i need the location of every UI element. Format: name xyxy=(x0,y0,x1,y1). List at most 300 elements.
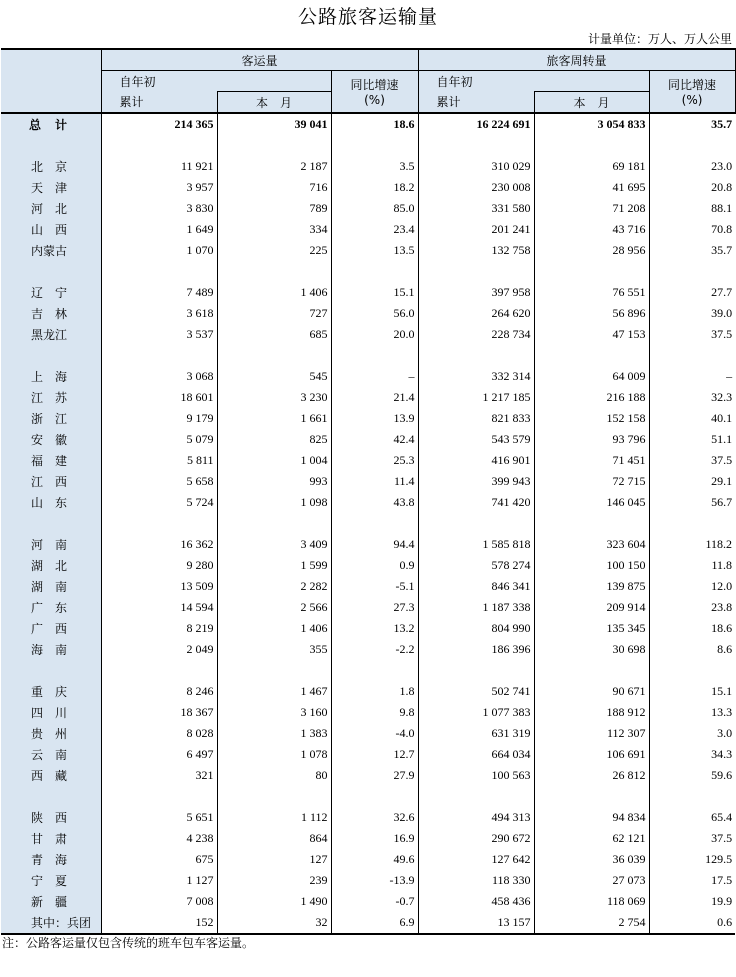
cell-volume-month: 1 490 xyxy=(217,891,331,912)
cell-volume-ytd: 5 079 xyxy=(101,429,217,450)
table-row xyxy=(1,177,735,198)
table-row xyxy=(1,744,735,765)
cell-turnover-month: 69 181 xyxy=(534,156,649,177)
cell-volume-ytd: 4 238 xyxy=(101,828,217,849)
cell-turnover-month: 27 073 xyxy=(534,870,649,891)
cell-turnover-month: 188 912 xyxy=(534,702,649,723)
cell-volume-yoy: 6.9 xyxy=(331,912,418,934)
header-corner xyxy=(1,49,101,113)
cell-turnover-ytd: 331 580 xyxy=(418,198,534,219)
cell-turnover-ytd: 228 734 xyxy=(418,324,534,345)
row-label-empty xyxy=(1,513,101,534)
header-ytd-bottom-2: 累计 xyxy=(418,92,534,114)
cell-turnover-ytd: 100 563 xyxy=(418,765,534,786)
cell-volume-yoy: 32.6 xyxy=(331,807,418,828)
cell-volume-ytd: 321 xyxy=(101,765,217,786)
cell-turnover-month: 94 834 xyxy=(534,807,649,828)
cell-turnover-yoy: 40.1 xyxy=(649,408,735,429)
table-row xyxy=(1,807,735,828)
cell-empty xyxy=(649,345,735,366)
cell-empty xyxy=(101,513,217,534)
cell-turnover-ytd: 502 741 xyxy=(418,681,534,702)
cell-turnover-ytd: 1 585 818 xyxy=(418,534,534,555)
cell-turnover-yoy: 8.6 xyxy=(649,639,735,660)
cell-turnover-ytd: 310 029 xyxy=(418,156,534,177)
cell-volume-month: 1 112 xyxy=(217,807,331,828)
cell-empty xyxy=(649,786,735,807)
cell-volume-ytd: 7 489 xyxy=(101,282,217,303)
row-label: 海 南 xyxy=(1,639,101,660)
cell-turnover-month: 90 671 xyxy=(534,681,649,702)
cell-volume-ytd: 5 658 xyxy=(101,471,217,492)
table-spacer-row xyxy=(1,135,735,156)
cell-volume-yoy: 12.7 xyxy=(331,744,418,765)
header-yoy-1-top: 同比增速 xyxy=(350,78,399,92)
cell-empty xyxy=(331,660,418,681)
cell-empty xyxy=(534,261,649,282)
cell-volume-month: 1 004 xyxy=(217,450,331,471)
cell-volume-ytd: 3 957 xyxy=(101,177,217,198)
cell-turnover-month: 93 796 xyxy=(534,429,649,450)
cell-volume-month: 1 406 xyxy=(217,282,331,303)
cell-turnover-ytd: 127 642 xyxy=(418,849,534,870)
cell-volume-ytd: 152 xyxy=(101,912,217,934)
table-row xyxy=(1,534,735,555)
cell-turnover-yoy: 19.9 xyxy=(649,891,735,912)
cell-turnover-ytd: 132 758 xyxy=(418,240,534,261)
cell-turnover-month: 26 812 xyxy=(534,765,649,786)
cell-turnover-yoy: 27.7 xyxy=(649,282,735,303)
cell-turnover-month: 106 691 xyxy=(534,744,649,765)
cell-turnover-ytd: 846 341 xyxy=(418,576,534,597)
cell-turnover-ytd: 416 901 xyxy=(418,450,534,471)
cell-volume-month: 2 282 xyxy=(217,576,331,597)
cell-turnover-ytd: 664 034 xyxy=(418,744,534,765)
row-label: 上 海 xyxy=(1,366,101,387)
cell-turnover-month: 100 150 xyxy=(534,555,649,576)
header-yoy-1 xyxy=(331,71,418,114)
table-row xyxy=(1,891,735,912)
cell-turnover-month: 41 695 xyxy=(534,177,649,198)
row-label: 浙 江 xyxy=(1,408,101,429)
cell-volume-yoy: 13.5 xyxy=(331,240,418,261)
cell-empty xyxy=(418,513,534,534)
header-ytd-top-1: 自年初 xyxy=(101,71,331,92)
cell-volume-yoy: 94.4 xyxy=(331,534,418,555)
cell-volume-ytd: 9 280 xyxy=(101,555,217,576)
cell-turnover-yoy: 32.3 xyxy=(649,387,735,408)
header-month-2: 本 月 xyxy=(534,92,649,114)
cell-turnover-yoy: 37.5 xyxy=(649,324,735,345)
row-label: 广 西 xyxy=(1,618,101,639)
cell-volume-month: 3 230 xyxy=(217,387,331,408)
cell-volume-yoy: 11.4 xyxy=(331,471,418,492)
cell-empty xyxy=(217,786,331,807)
cell-empty xyxy=(418,345,534,366)
cell-turnover-ytd: 13 157 xyxy=(418,912,534,934)
cell-turnover-month: 323 604 xyxy=(534,534,649,555)
cell-volume-yoy: 27.3 xyxy=(331,597,418,618)
row-label: 内蒙古 xyxy=(1,240,101,261)
cell-volume-month: 39 041 xyxy=(217,113,331,135)
cell-volume-ytd: 18 601 xyxy=(101,387,217,408)
cell-turnover-month: 112 307 xyxy=(534,723,649,744)
cell-volume-yoy: 85.0 xyxy=(331,198,418,219)
cell-empty xyxy=(418,261,534,282)
table-row xyxy=(1,198,735,219)
cell-volume-month: 864 xyxy=(217,828,331,849)
row-label: 贵 州 xyxy=(1,723,101,744)
cell-turnover-month: 2 754 xyxy=(534,912,649,934)
cell-turnover-yoy: 56.7 xyxy=(649,492,735,513)
cell-turnover-yoy: 3.0 xyxy=(649,723,735,744)
cell-volume-ytd: 3 068 xyxy=(101,366,217,387)
cell-volume-ytd: 13 509 xyxy=(101,576,217,597)
cell-volume-month: 716 xyxy=(217,177,331,198)
cell-volume-ytd: 3 537 xyxy=(101,324,217,345)
header-yoy-1-bottom: (%) xyxy=(364,93,385,107)
row-label: 江 苏 xyxy=(1,387,101,408)
cell-empty xyxy=(217,513,331,534)
table-row xyxy=(1,303,735,324)
cell-empty xyxy=(217,261,331,282)
cell-volume-ytd: 1 070 xyxy=(101,240,217,261)
cell-turnover-ytd: 118 330 xyxy=(418,870,534,891)
cell-turnover-yoy: 11.8 xyxy=(649,555,735,576)
cell-turnover-month: 209 914 xyxy=(534,597,649,618)
unit-label: 计量单位：万人、万人公里 xyxy=(587,32,732,46)
row-label: 河 南 xyxy=(1,534,101,555)
table-row-total xyxy=(1,113,735,135)
cell-turnover-month: 71 451 xyxy=(534,450,649,471)
cell-volume-month: 825 xyxy=(217,429,331,450)
cell-volume-month: 2 566 xyxy=(217,597,331,618)
cell-volume-yoy: -2.2 xyxy=(331,639,418,660)
cell-turnover-month: 72 715 xyxy=(534,471,649,492)
cell-turnover-yoy: 20.8 xyxy=(649,177,735,198)
cell-volume-yoy: 25.3 xyxy=(331,450,418,471)
table-row xyxy=(1,702,735,723)
cell-empty xyxy=(101,261,217,282)
row-label-empty xyxy=(1,786,101,807)
cell-volume-month: 1 467 xyxy=(217,681,331,702)
row-label: 山 东 xyxy=(1,492,101,513)
cell-volume-ytd: 8 219 xyxy=(101,618,217,639)
table-row xyxy=(1,555,735,576)
cell-empty xyxy=(534,135,649,156)
table-spacer-row xyxy=(1,660,735,681)
row-label: 宁 夏 xyxy=(1,870,101,891)
row-label: 吉 林 xyxy=(1,303,101,324)
cell-volume-yoy: 13.2 xyxy=(331,618,418,639)
header-month-1: 本 月 xyxy=(217,92,331,114)
table-row xyxy=(1,450,735,471)
row-label: 新 疆 xyxy=(1,891,101,912)
cell-volume-month: 3 409 xyxy=(217,534,331,555)
cell-turnover-ytd: 821 833 xyxy=(418,408,534,429)
cell-empty xyxy=(101,660,217,681)
cell-volume-month: 1 661 xyxy=(217,408,331,429)
cell-empty xyxy=(217,135,331,156)
cell-volume-ytd: 5 724 xyxy=(101,492,217,513)
cell-empty xyxy=(418,135,534,156)
cell-turnover-yoy: 12.0 xyxy=(649,576,735,597)
cell-turnover-month: 36 039 xyxy=(534,849,649,870)
row-label: 安 徽 xyxy=(1,429,101,450)
table-row xyxy=(1,849,735,870)
cell-turnover-ytd: 16 224 691 xyxy=(418,113,534,135)
cell-turnover-yoy: 15.1 xyxy=(649,681,735,702)
cell-turnover-yoy: 88.1 xyxy=(649,198,735,219)
cell-turnover-month: 135 345 xyxy=(534,618,649,639)
row-label: 广 东 xyxy=(1,597,101,618)
cell-empty xyxy=(101,345,217,366)
cell-volume-month: 355 xyxy=(217,639,331,660)
cell-turnover-ytd: 264 620 xyxy=(418,303,534,324)
header-yoy-2 xyxy=(649,71,735,114)
cell-turnover-yoy: 17.5 xyxy=(649,870,735,891)
table-row xyxy=(1,282,735,303)
cell-turnover-yoy: 129.5 xyxy=(649,849,735,870)
cell-turnover-yoy: 13.3 xyxy=(649,702,735,723)
cell-volume-month: 1 599 xyxy=(217,555,331,576)
cell-turnover-yoy: 65.4 xyxy=(649,807,735,828)
cell-volume-yoy: 0.9 xyxy=(331,555,418,576)
cell-turnover-ytd: 230 008 xyxy=(418,177,534,198)
cell-volume-month: 334 xyxy=(217,219,331,240)
table-row xyxy=(1,324,735,345)
cell-volume-yoy: 3.5 xyxy=(331,156,418,177)
cell-turnover-month: 47 153 xyxy=(534,324,649,345)
cell-turnover-ytd: 290 672 xyxy=(418,828,534,849)
cell-turnover-ytd: 458 436 xyxy=(418,891,534,912)
cell-turnover-ytd: 494 313 xyxy=(418,807,534,828)
cell-turnover-month: 62 121 xyxy=(534,828,649,849)
cell-turnover-yoy: 23.8 xyxy=(649,597,735,618)
row-label: 河 北 xyxy=(1,198,101,219)
table-row xyxy=(1,681,735,702)
row-label: 辽 宁 xyxy=(1,282,101,303)
cell-turnover-yoy: 29.1 xyxy=(649,471,735,492)
row-label-empty xyxy=(1,660,101,681)
cell-empty xyxy=(649,513,735,534)
cell-volume-ytd: 11 921 xyxy=(101,156,217,177)
footnote: 注：公路客运量仅包含传统的班车包车客运量。 xyxy=(2,936,255,950)
cell-turnover-month: 118 069 xyxy=(534,891,649,912)
cell-turnover-month: 76 551 xyxy=(534,282,649,303)
cell-empty xyxy=(331,513,418,534)
cell-turnover-month: 3 054 833 xyxy=(534,113,649,135)
cell-turnover-ytd: 543 579 xyxy=(418,429,534,450)
cell-volume-yoy: 16.9 xyxy=(331,828,418,849)
cell-volume-month: 727 xyxy=(217,303,331,324)
cell-turnover-yoy: 35.7 xyxy=(649,240,735,261)
cell-empty xyxy=(418,786,534,807)
cell-volume-ytd: 214 365 xyxy=(101,113,217,135)
row-label: 重 庆 xyxy=(1,681,101,702)
cell-turnover-yoy: 0.6 xyxy=(649,912,735,934)
cell-volume-month: 32 xyxy=(217,912,331,934)
cell-empty xyxy=(649,135,735,156)
cell-turnover-yoy: 59.6 xyxy=(649,765,735,786)
cell-volume-month: 239 xyxy=(217,870,331,891)
table-row xyxy=(1,492,735,513)
cell-turnover-month: 28 956 xyxy=(534,240,649,261)
cell-volume-yoy: -13.9 xyxy=(331,870,418,891)
cell-volume-month: 1 383 xyxy=(217,723,331,744)
cell-turnover-ytd: 804 990 xyxy=(418,618,534,639)
cell-volume-ytd: 5 811 xyxy=(101,450,217,471)
cell-turnover-month: 216 188 xyxy=(534,387,649,408)
header-passenger-volume: 客运量 xyxy=(101,49,418,71)
cell-volume-ytd: 6 497 xyxy=(101,744,217,765)
table-row xyxy=(1,576,735,597)
cell-turnover-month: 152 158 xyxy=(534,408,649,429)
row-label: 天 津 xyxy=(1,177,101,198)
cell-turnover-ytd: 578 274 xyxy=(418,555,534,576)
cell-volume-yoy: 49.6 xyxy=(331,849,418,870)
table-row xyxy=(1,240,735,261)
cell-volume-yoy: 13.9 xyxy=(331,408,418,429)
cell-empty xyxy=(331,135,418,156)
cell-volume-yoy: -5.1 xyxy=(331,576,418,597)
cell-volume-ytd: 5 651 xyxy=(101,807,217,828)
cell-volume-yoy: 42.4 xyxy=(331,429,418,450)
table-row xyxy=(1,828,735,849)
table-row xyxy=(1,870,735,891)
cell-volume-yoy: 1.8 xyxy=(331,681,418,702)
table-spacer-row xyxy=(1,345,735,366)
table-spacer-row xyxy=(1,513,735,534)
cell-turnover-yoy: 18.6 xyxy=(649,618,735,639)
cell-volume-ytd: 16 362 xyxy=(101,534,217,555)
header-ytd-bottom-1: 累计 xyxy=(101,92,217,114)
cell-volume-ytd: 1 649 xyxy=(101,219,217,240)
row-label: 青 海 xyxy=(1,849,101,870)
cell-turnover-month: 30 698 xyxy=(534,639,649,660)
cell-volume-yoy: 56.0 xyxy=(331,303,418,324)
row-label: 总计 xyxy=(1,113,101,135)
cell-volume-yoy: 21.4 xyxy=(331,387,418,408)
row-label: 湖 南 xyxy=(1,576,101,597)
row-label: 陕 西 xyxy=(1,807,101,828)
row-label: 西 藏 xyxy=(1,765,101,786)
cell-volume-yoy: 18.6 xyxy=(331,113,418,135)
cell-volume-yoy: 9.8 xyxy=(331,702,418,723)
cell-turnover-month: 56 896 xyxy=(534,303,649,324)
row-label-empty xyxy=(1,345,101,366)
cell-turnover-month: 139 875 xyxy=(534,576,649,597)
cell-empty xyxy=(217,660,331,681)
table-row xyxy=(1,618,735,639)
cell-volume-ytd: 675 xyxy=(101,849,217,870)
cell-turnover-ytd: 201 241 xyxy=(418,219,534,240)
row-label: 福 建 xyxy=(1,450,101,471)
cell-volume-month: 789 xyxy=(217,198,331,219)
cell-volume-yoy: 43.8 xyxy=(331,492,418,513)
cell-volume-month: 80 xyxy=(217,765,331,786)
cell-volume-month: 225 xyxy=(217,240,331,261)
row-label-empty xyxy=(1,135,101,156)
cell-volume-yoy: -4.0 xyxy=(331,723,418,744)
table-row xyxy=(1,912,735,934)
cell-volume-yoy: 27.9 xyxy=(331,765,418,786)
table-row xyxy=(1,366,735,387)
table-row xyxy=(1,429,735,450)
cell-empty xyxy=(534,660,649,681)
table-row xyxy=(1,597,735,618)
cell-volume-month: 1 406 xyxy=(217,618,331,639)
table-spacer-row xyxy=(1,261,735,282)
row-label: 山 西 xyxy=(1,219,101,240)
cell-turnover-ytd: 186 396 xyxy=(418,639,534,660)
data-table xyxy=(1,48,736,935)
cell-volume-ytd: 3 618 xyxy=(101,303,217,324)
row-label: 湖 北 xyxy=(1,555,101,576)
cell-turnover-yoy: 35.7 xyxy=(649,113,735,135)
cell-volume-month: 1 098 xyxy=(217,492,331,513)
cell-turnover-yoy: 118.2 xyxy=(649,534,735,555)
cell-turnover-yoy: 34.3 xyxy=(649,744,735,765)
row-label: 甘 肃 xyxy=(1,828,101,849)
page-title: 公路旅客运输量 xyxy=(297,6,438,28)
cell-volume-month: 1 078 xyxy=(217,744,331,765)
cell-empty xyxy=(534,786,649,807)
table-row xyxy=(1,156,735,177)
cell-turnover-yoy: 23.0 xyxy=(649,156,735,177)
row-label: 四 川 xyxy=(1,702,101,723)
cell-volume-ytd: 18 367 xyxy=(101,702,217,723)
row-label: 黑龙江 xyxy=(1,324,101,345)
cell-empty xyxy=(101,135,217,156)
cell-empty xyxy=(217,345,331,366)
header-yoy-2-top: 同比增速 xyxy=(668,78,717,92)
cell-volume-yoy: 23.4 xyxy=(331,219,418,240)
cell-turnover-yoy: 39.0 xyxy=(649,303,735,324)
cell-turnover-ytd: 1 187 338 xyxy=(418,597,534,618)
cell-turnover-ytd: 741 420 xyxy=(418,492,534,513)
cell-volume-month: 2 187 xyxy=(217,156,331,177)
table-body xyxy=(1,113,735,934)
cell-volume-month: 127 xyxy=(217,849,331,870)
cell-empty xyxy=(331,345,418,366)
cell-volume-ytd: 14 594 xyxy=(101,597,217,618)
table-row xyxy=(1,408,735,429)
table-row xyxy=(1,765,735,786)
cell-volume-ytd: 2 049 xyxy=(101,639,217,660)
cell-turnover-yoy: 37.5 xyxy=(649,450,735,471)
table-header xyxy=(1,49,735,113)
cell-turnover-yoy: 70.8 xyxy=(649,219,735,240)
row-label-empty xyxy=(1,261,101,282)
cell-volume-ytd: 9 179 xyxy=(101,408,217,429)
cell-volume-ytd: 8 028 xyxy=(101,723,217,744)
cell-turnover-yoy: 51.1 xyxy=(649,429,735,450)
cell-turnover-month: 43 716 xyxy=(534,219,649,240)
cell-turnover-ytd: 397 958 xyxy=(418,282,534,303)
cell-volume-ytd: 3 830 xyxy=(101,198,217,219)
cell-empty xyxy=(649,660,735,681)
header-passenger-turnover: 旅客周转量 xyxy=(418,49,735,71)
row-label: 江 西 xyxy=(1,471,101,492)
cell-empty xyxy=(649,261,735,282)
table-row xyxy=(1,219,735,240)
cell-empty xyxy=(331,261,418,282)
table-row xyxy=(1,723,735,744)
row-label: 云 南 xyxy=(1,744,101,765)
cell-turnover-month: 71 208 xyxy=(534,198,649,219)
cell-turnover-ytd: 399 943 xyxy=(418,471,534,492)
